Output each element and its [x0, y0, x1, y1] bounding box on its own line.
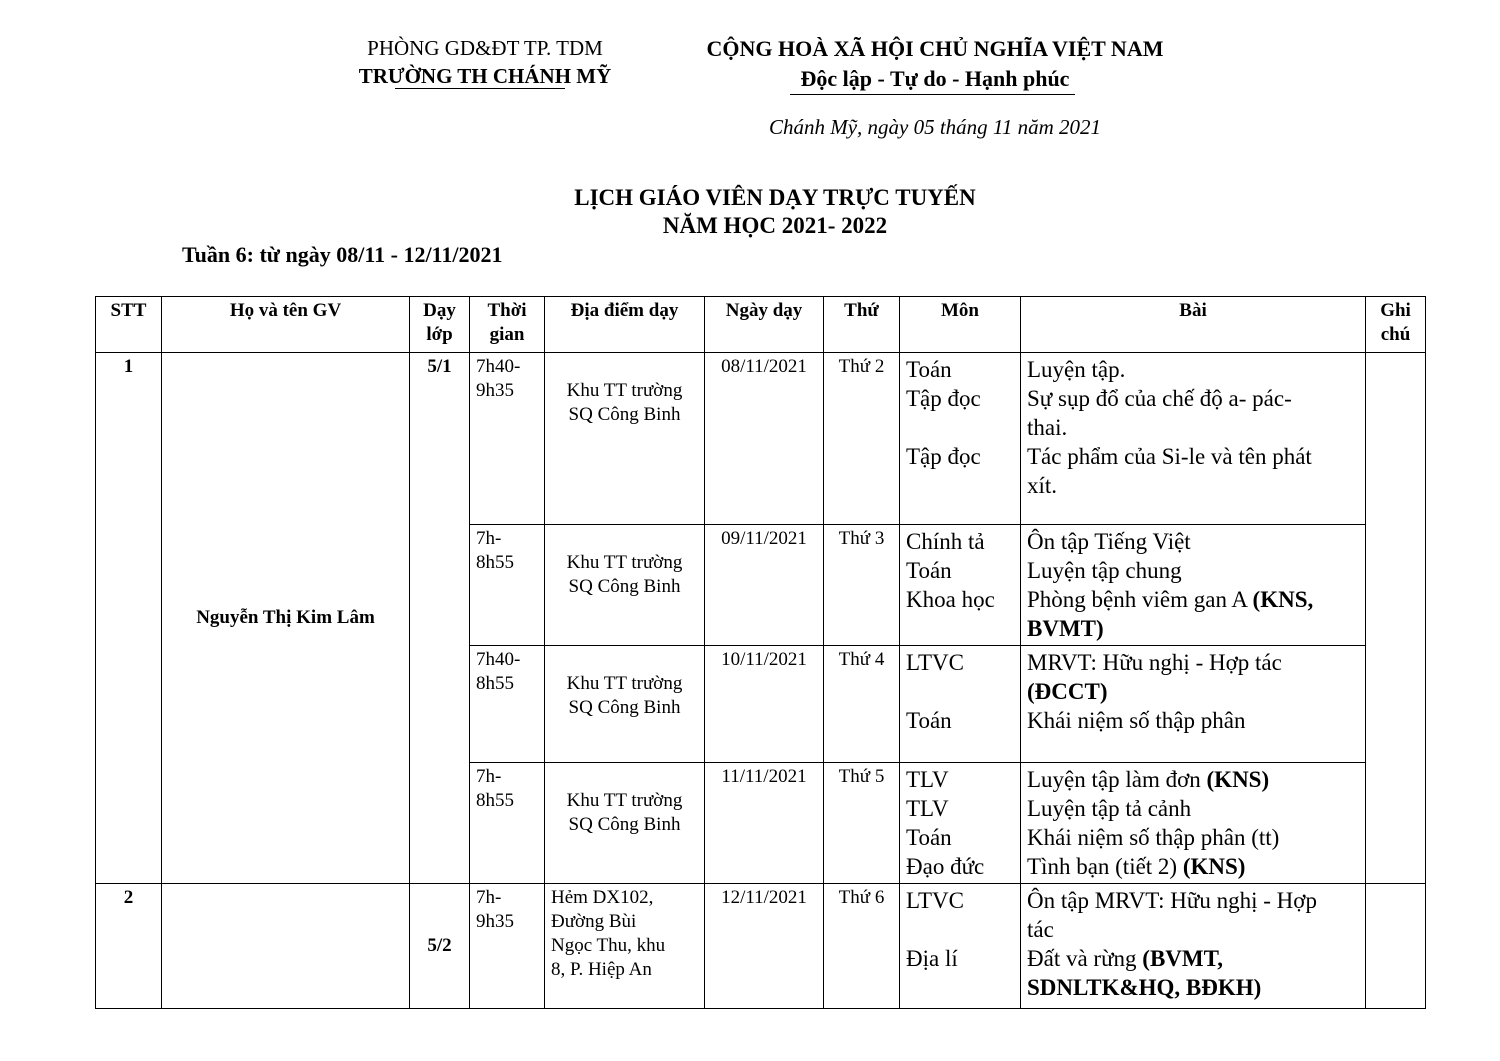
session-time: 7h40- 8h55 — [470, 646, 545, 763]
title-line-2: NĂM HỌC 2021- 2022 — [662, 213, 888, 238]
department-name: PHÒNG GD&ĐT TP. TDM — [367, 36, 603, 60]
session-time: 7h40- 9h35 — [470, 353, 545, 525]
session-subjects: TLV TLV Toán Đạo đức — [900, 763, 1021, 884]
col-date: Ngày dạy — [705, 297, 824, 353]
session-date: 08/11/2021 — [705, 353, 824, 525]
school-name: TRƯỜNG TH CHÁNH MỸ — [358, 64, 612, 88]
session-lessons: Ôn tập MRVT: Hữu nghị - Hợp tác Đất và rừng (BVMT, SDNLTK&HQ, BĐKH) — [1021, 884, 1366, 1009]
class-name: 5/1 — [410, 353, 470, 884]
session-place: Hẻm DX102, Đường Bùi Ngọc Thu, khu 8, P. Hiệp An — [545, 884, 705, 1009]
session-subjects: Chính tả Toán Khoa học — [900, 525, 1021, 646]
session-weekday: Thứ 4 — [824, 646, 900, 763]
republic-name: CỘNG HOÀ XÃ HỘI CHỦ NGHĨA VIỆT NAM — [706, 36, 1164, 61]
col-weekday: Thứ — [824, 297, 900, 353]
session-subjects: LTVC Địa lí — [900, 884, 1021, 1009]
col-place: Địa điểm dạy — [545, 297, 705, 353]
row-note — [1366, 353, 1426, 884]
session-place: Khu TT trường SQ Công Binh — [545, 646, 705, 763]
col-note: Ghi chú — [1366, 297, 1426, 353]
session-place: Khu TT trường SQ Công Binh — [545, 763, 705, 884]
schedule-table — [95, 296, 1426, 1009]
session-time: 7h- 9h35 — [470, 884, 545, 1009]
session-weekday: Thứ 2 — [824, 353, 900, 525]
session-time: 7h- 8h55 — [470, 525, 545, 646]
session-lessons: Luyện tập làm đơn (KNS) Luyện tập tả cảnh Khái niệm số thập phân (tt) Tình bạn (tiết 2) (KNS) — [1021, 763, 1366, 884]
col-time: Thời gian — [470, 297, 545, 353]
teacher-name: Nguyễn Thị Kim Lâm — [162, 353, 410, 884]
session-lessons: Luyện tập. Sự sụp đổ của chế độ a- pác- thai. Tác phẩm của Si-le và tên phát xít. — [1021, 353, 1366, 525]
row-note — [1366, 884, 1426, 1009]
row-stt: 2 — [96, 884, 162, 1009]
session-subjects: Toán Tập đọc Tập đọc — [900, 353, 1021, 525]
session-date: 10/11/2021 — [705, 646, 824, 763]
table-row — [96, 353, 1426, 525]
session-date: 12/11/2021 — [705, 884, 824, 1009]
session-weekday: Thứ 6 — [824, 884, 900, 1009]
session-lessons: Ôn tập Tiếng Việt Luyện tập chung Phòng bệnh viêm gan A (KNS, BVMT) — [1021, 525, 1366, 646]
col-lesson: Bài — [1021, 297, 1366, 353]
table-row — [96, 884, 1426, 1009]
session-date: 09/11/2021 — [705, 525, 824, 646]
document-date: Chánh Mỹ, ngày 05 tháng 11 năm 2021 — [768, 115, 1102, 139]
session-weekday: Thứ 5 — [824, 763, 900, 884]
header-left — [330, 34, 640, 90]
row-stt: 1 — [96, 353, 162, 884]
table-header-row — [96, 297, 1426, 353]
session-time: 7h- 8h55 — [470, 763, 545, 884]
session-lessons: MRVT: Hữu nghị - Hợp tác (ĐCCT) Khái niệm số thập phân — [1021, 646, 1366, 763]
school-underline — [395, 88, 565, 89]
session-place: Khu TT trường SQ Công Binh — [545, 353, 705, 525]
national-motto: Độc lập - Tự do - Hạnh phúc — [800, 66, 1070, 91]
col-stt: STT — [96, 297, 162, 353]
class-name: 5/2 — [410, 884, 470, 1009]
title-line-1: LỊCH GIÁO VIÊN DẠY TRỰC TUYẾN — [574, 185, 976, 210]
col-class: Dạy lớp — [410, 297, 470, 353]
teacher-name — [162, 884, 410, 1009]
session-place: Khu TT trường SQ Công Binh — [545, 525, 705, 646]
col-subject: Môn — [900, 297, 1021, 353]
motto-underline — [790, 94, 1075, 95]
session-date: 11/11/2021 — [705, 763, 824, 884]
col-teacher-name: Họ và tên GV — [162, 297, 410, 353]
week-range: Tuần 6: từ ngày 08/11 - 12/11/2021 — [182, 242, 503, 267]
document-title — [400, 184, 1150, 240]
header-right — [675, 34, 1195, 94]
session-weekday: Thứ 3 — [824, 525, 900, 646]
session-subjects: LTVC Toán — [900, 646, 1021, 763]
